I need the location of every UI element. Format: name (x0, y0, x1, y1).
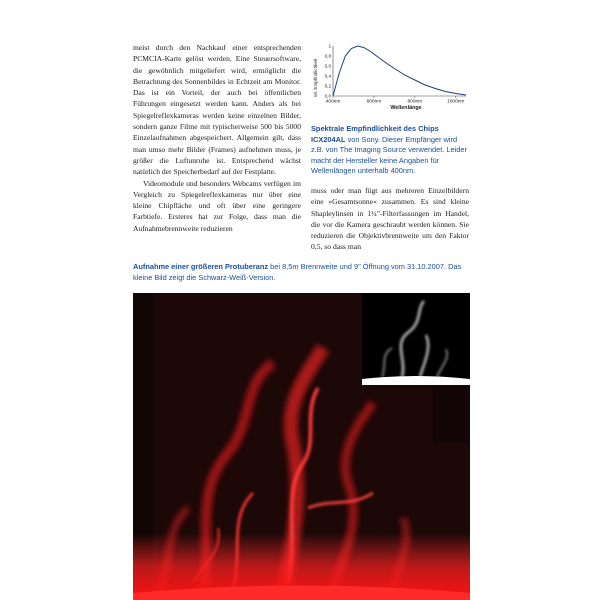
chart-x-tick-label: 400nm (325, 99, 341, 105)
chart-y-tick-label: 0,2 (324, 83, 331, 89)
right-paragraph: muss oder man fügt aus mehreren Einzelbildern eine »Gesamtsonne« zusammen. Es sind kleine Shapleylinsen in 1¼"-Filterfassungen im Handel, die vor die Kamera geschraubt werden können. Sie reduzieren die Objektivbrennweite um den Faktor 0,5, so dass man (311, 186, 469, 252)
chart-y-tick-label: 0,6 (324, 63, 331, 69)
chart-x-tick-label: 800nm (407, 99, 423, 105)
chart-x-ticks (324, 93, 465, 105)
photo-caption-text: bei 8,5m Brennweite und 9" Öffnung vom 31.10.2007. Das kleine Bild zeigt die Schwarz-Weiß-Version. (133, 262, 462, 282)
left-paragraph-2: Videomodule und besonders Webcams verfügen im Vergleich zu Spiegelreflexkameras nur über eine kleine Chipfläche und oft über eine geringere Farbtiefe. Ersteres hat zur Folge, dass man die Aufnahmebrennweite reduzieren (133, 178, 301, 233)
chart-y-tick-label: 0,4 (324, 73, 331, 79)
left-paragraph-1: meist durch den Nachkauf einer entsprechenden PCMCIA-Karte gelöst werden. Eine Steuersoftware, die gewöhnlich mitgeliefert wird, ermöglicht die Betrachtung des Sonnenbildes in Echtzeit am Monitor. Das ist ein Vorteil, der auch bei öffentlichen Führungen eingesetzt werden kann. Anders als bei Spiegelreflexkameras werden keine einzelnen Bilder, sondern ganze Filme mit typischerweise 500 bis 5000 Einzelaufnahmen abgespeichert. Allgemein gilt, dass man umso mehr Bilder (Frames) aufnehmen muss, je größer die Luftunruhe ist. Entsprechend wächst natürlich der Speicherbedarf auf der Festplatte. (133, 43, 301, 177)
right-text-column (311, 185, 469, 253)
sensitivity-curve (333, 46, 466, 96)
chart-y-tick-label: 0,8 (324, 53, 331, 59)
spectral-sensitivity-chart (311, 40, 471, 110)
prominence-photo (133, 293, 470, 600)
chart-y-ticks (325, 44, 332, 99)
chart-x-axis-label: Wellenlänge (390, 105, 422, 110)
chart-y-tick-label: 0,0 (324, 93, 331, 99)
chart-svg (311, 40, 471, 110)
left-text-column (133, 42, 301, 234)
chart-y-axis-label: rel. Empfindlichkeit (313, 58, 318, 98)
chart-caption-title: Spektrale Empfindlichkeit des Chips ICX204AL (311, 124, 439, 144)
chart-x-tick-label: 1000nm (447, 99, 465, 105)
chart-caption (311, 124, 471, 177)
bw-inset-svg (362, 293, 470, 385)
photo-caption (133, 262, 468, 283)
chart-y-tick-label: 1 (328, 43, 331, 49)
bw-inset-image (362, 293, 470, 385)
chart-caption-text: von Sony. Dieser Empfänger wird z.B. von The Imaging Source verwendet. Leider macht der Hersteller keine Angaben für Wellenlängen unterhalb 400nm. (311, 134, 467, 176)
chart-x-tick-label: 600nm (366, 99, 382, 105)
photo-caption-title: Aufnahme einer größeren Protuberanz (133, 262, 269, 271)
